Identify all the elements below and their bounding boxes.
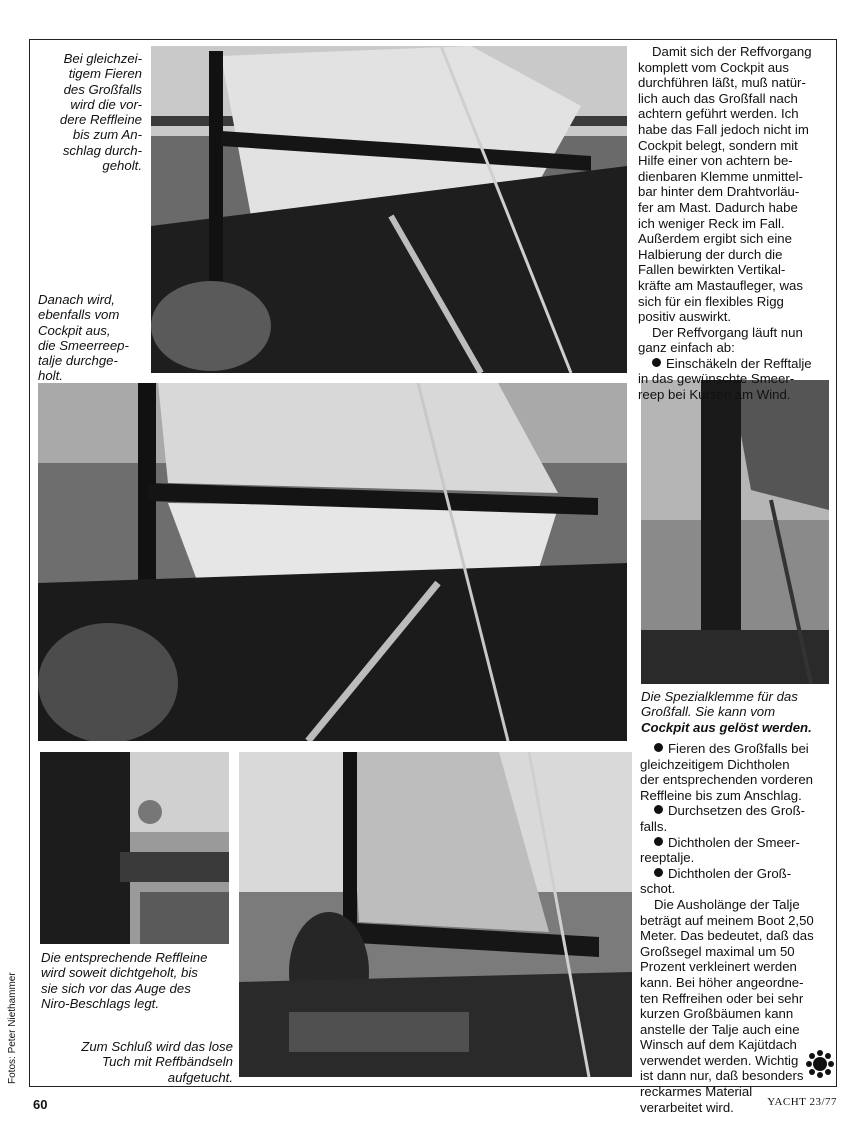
photo-sail-wide	[38, 383, 627, 741]
bullet-icon	[654, 837, 663, 846]
bullet-icon	[654, 743, 663, 752]
photo-reef-ties	[239, 752, 632, 1077]
photo-mast-boom-top	[151, 46, 627, 373]
end-mark-icon	[806, 1050, 834, 1078]
bullet-icon	[654, 805, 663, 814]
photo-reefline-fitting	[40, 752, 229, 944]
article-text-top: Damit sich der Reffvorgang komplett vom Cockpit aus durchführen läßt, muß natür- lich auch das Großfall nach achtern geführt werden. Ich habe das Fall jedoch nicht im Cockpit belegt, sondern mit Hilfe einer von achtern be- dienbaren Klemme unmittel- bar hinter dem Drahtvorläu- fer am Mast. Dadurch habe ich weniger Reck im Fall. Außerdem ergibt sich eine Halbierung der durch die Fallen bewirkten Vertikal- kräfte am Mastaufleger, was sich für ein flexibles Rigg positiv auswirkt. Der Reffvorgang läuft nun ganz einfach ab: Einschäkeln der Refftalje in das gewünschte Smeer- reep bei Kursen am Wind.	[638, 44, 812, 403]
bullet-icon	[652, 358, 661, 367]
caption-bottom-left-a: Die entsprechende Reffleine wird soweit dichtgeholt, bis sie sich vor das Auge des Niro-Beschlags legt.	[41, 950, 208, 1011]
caption-mid-left: Danach wird, ebenfalls vom Cockpit aus, die Smeerreep- talje durchge- holt.	[38, 292, 129, 384]
photo-credit: Fotos: Peter Niethammer	[7, 972, 18, 1084]
article-text-bottom: Fieren des Großfalls bei gleichzeitigem Dichtholen der entsprechenden vorderen Reffleine bis zum Anschlag. Durchsetzen des Groß- falls. Dichtholen der Smeer- reeptalje. Dichtholen der Groß- schot. Die Ausholänge der Talje beträgt auf meinem Boot 2,50 Meter. Das bedeutet, daß das Großsegel maximal um 50 Prozent verkleinert werden kann. Bei höher angeordne- ten Reffreihen oder bei sehr kurzen Großbäumen kann anstelle der Talje auch eine Winsch auf dem Kajütdach verwendet werden. Wichtig ist dann nur, daß besonders reckarmes Material verarbeitet wird.	[640, 741, 814, 1115]
magazine-issue: YACHT 23/77	[767, 1096, 837, 1108]
caption-bottom-left-b: Zum Schluß wird das lose Tuch mit Reffbändseln aufgetucht.	[81, 1039, 233, 1085]
bullet-icon	[654, 868, 663, 877]
page-number: 60	[33, 1097, 48, 1112]
photo-clamp	[641, 380, 829, 684]
caption-top-left: Bei gleichzei- tigem Fieren des Großfalls wird die vor- dere Reffleine bis zum An- schlag durch- geholt.	[59, 51, 142, 174]
caption-right-photo: Die Spezialklemme für das Großfall. Sie kann vom Cockpit aus gelöst werden.	[641, 689, 812, 735]
